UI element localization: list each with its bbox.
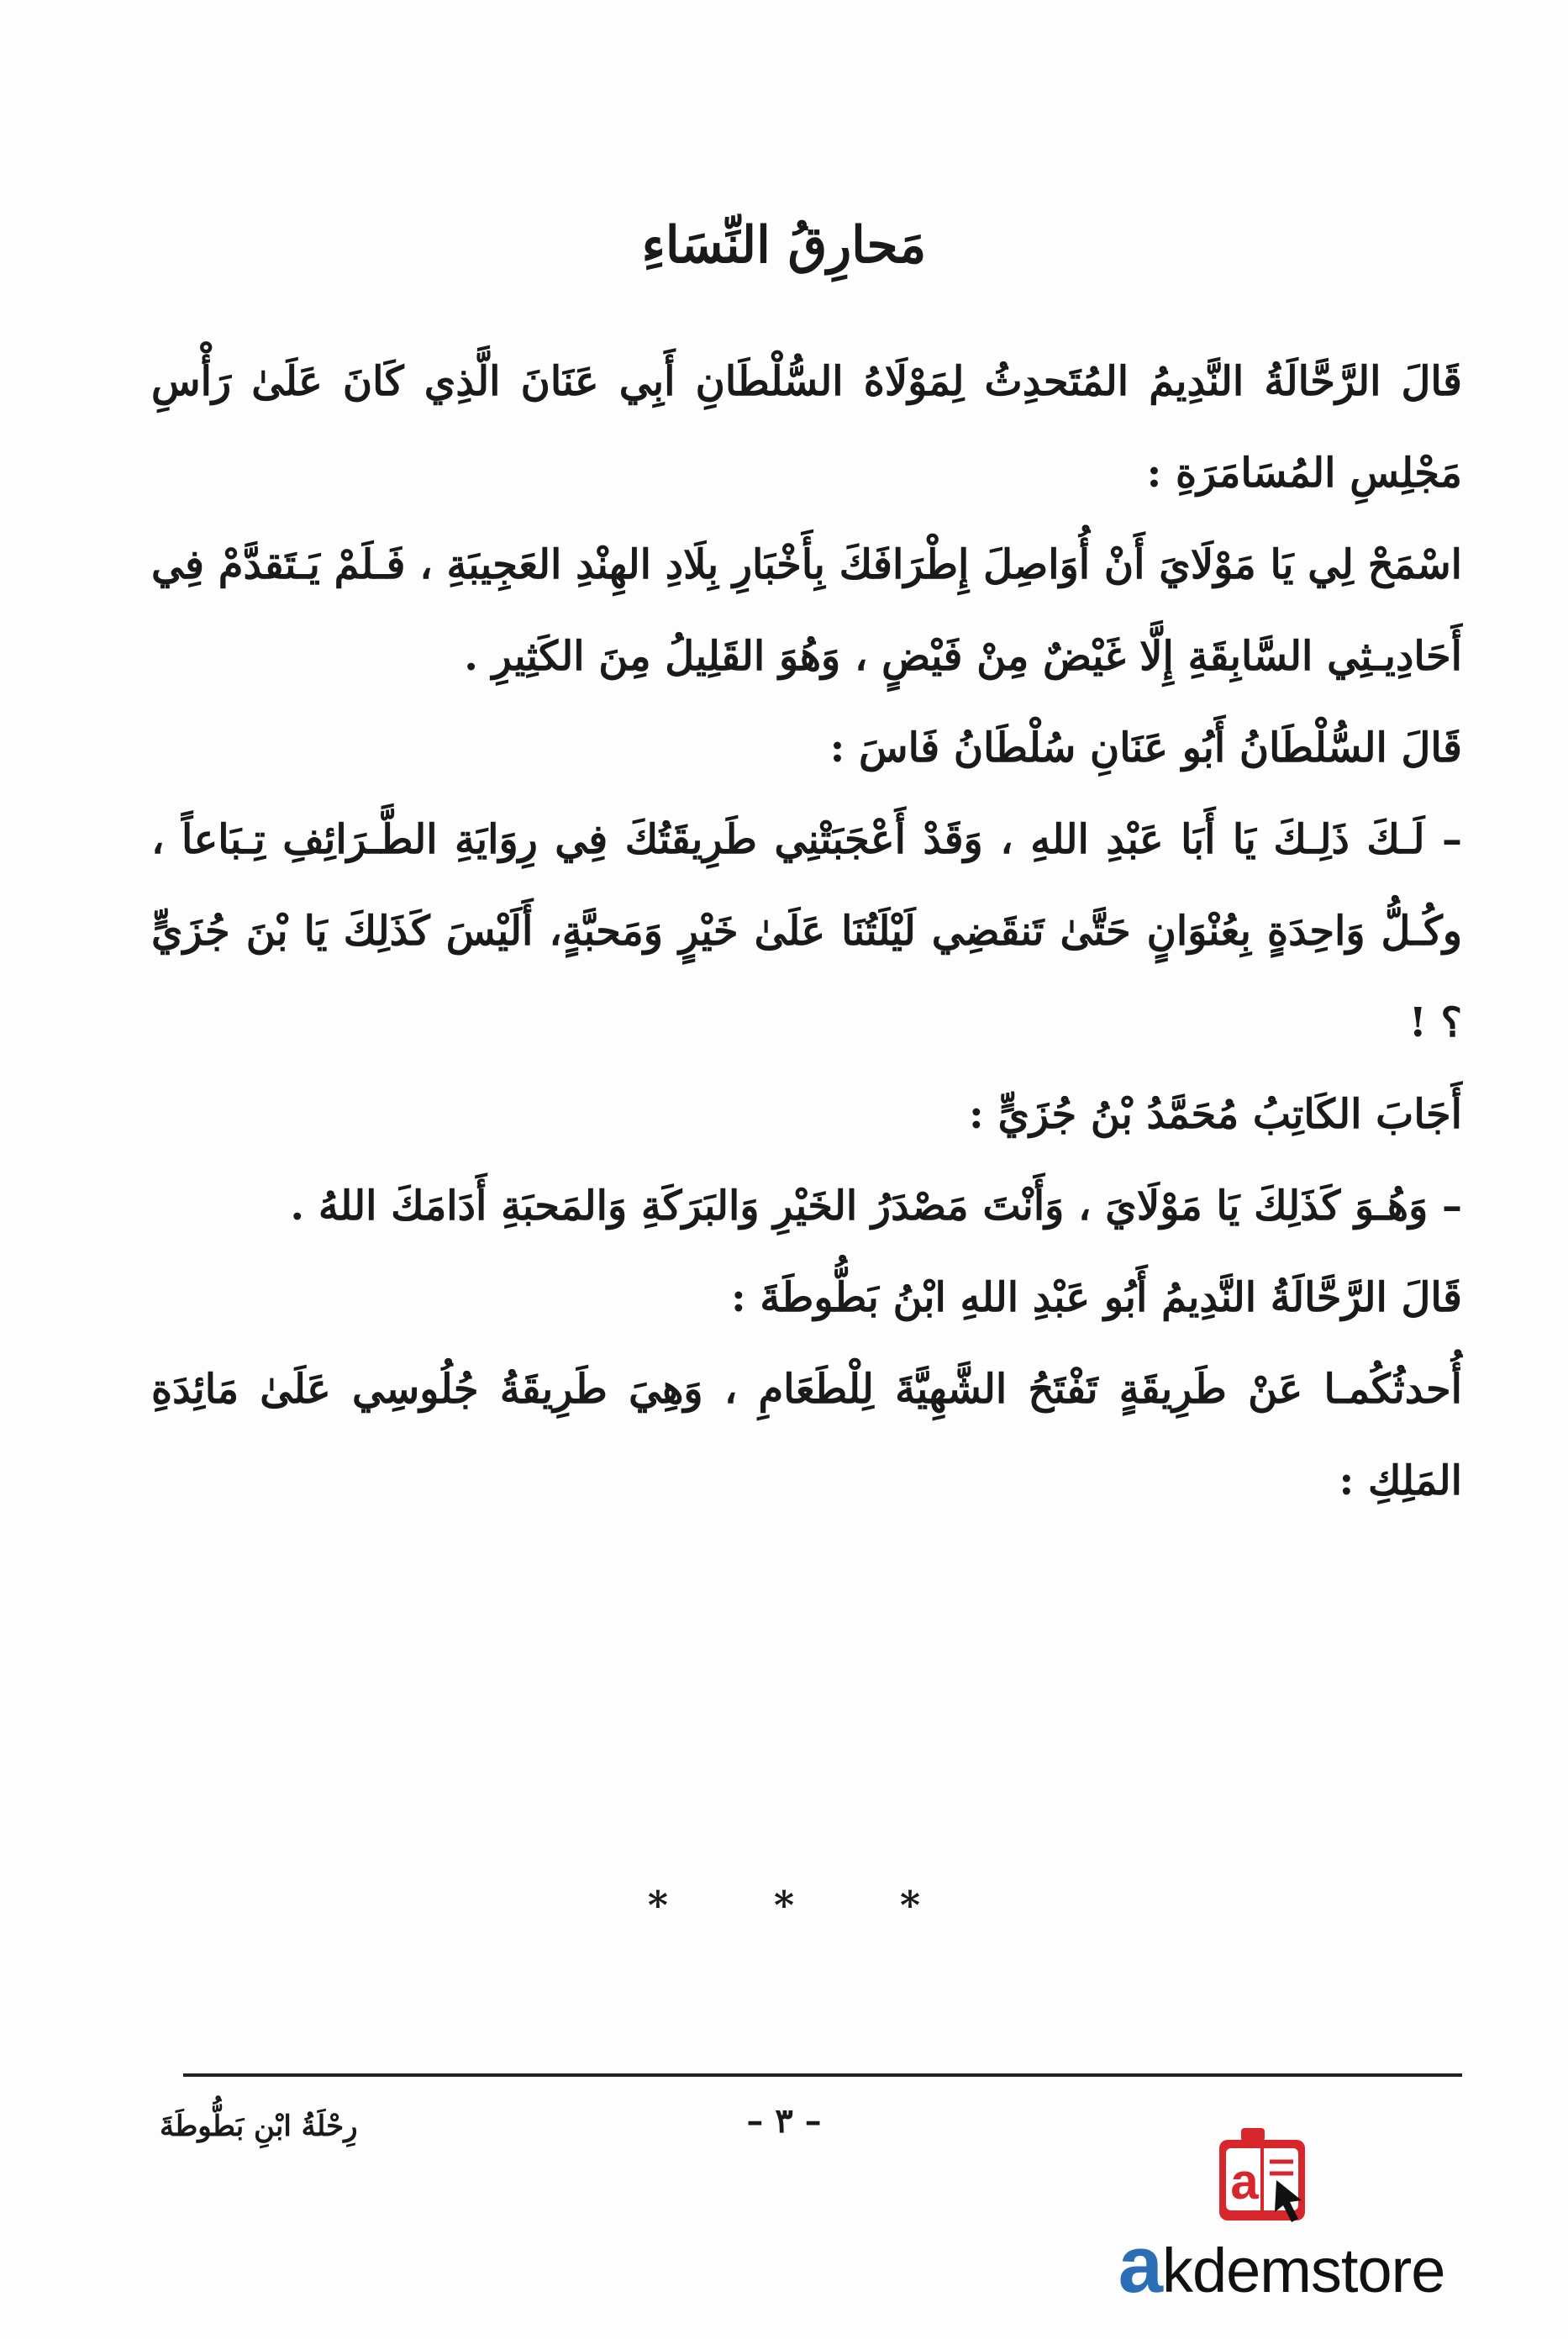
- store-wordmark: akdemstore: [1118, 2220, 1445, 2310]
- paragraph: – لَـكَ ذَلِـكَ يَا أَبَا عَبْدِ اللهِ ، وَقَدْ أَعْجَبَتْنِي طَرِيقَتُكَ فِي رِوَايَةِ الطَّـرَائِفِ تِـبَاعاً ، وكُـلُّ وَاحِدَةٍ بِعُنْوَانٍ حَتَّىٰ تَنقَضِي لَيْلَتُنَا عَلَىٰ خَيْرٍ وَمَحبَّةٍ، أَلَيْسَ كَذَلِكَ يَا بْنَ جُزَيٍّ ؟ !: [151, 816, 1462, 1046]
- store-watermark: [1084, 2126, 1479, 2320]
- paragraph: أَجَابَ الكَاتِبُ مُحَمَّدُ بْنُ جُزَيٍّ :: [969, 1091, 1462, 1138]
- svg-text:a: a: [1230, 2153, 1259, 2210]
- footer-divider: [183, 2073, 1462, 2077]
- chapter-title: مَحارِقُ النِّسَاءِ: [641, 216, 927, 276]
- paragraph: قَالَ الرَّحَّالَةُ النَّدِيمُ المُتَحدِثُ لِمَوْلَاهُ السُّلْطَانِ أَبِي عَنَانَ الَّذِي كَانَ عَلَىٰ رَأْسِ مَجْلِسِ المُسَامَرَةِ :: [151, 358, 1462, 497]
- running-footer-book-title: رِحْلَةُ ابْنِ بَطُّوطَةَ: [160, 2110, 358, 2143]
- paragraph: اسْمَحْ لِي يَا مَوْلَايَ أَنْ أُوَاصِلَ إِطْرَافَكَ بِأَخْبَارِ بِلَادِ الهِنْدِ العَجِيبَةِ ، فَـلَمْ يَـتَقدَّمْ فِي أَحَادِيـثِي السَّابِقَةِ إِلَّا غَيْضٌ مِنْ فَيْضٍ ، وَهُوَ القَلِيلُ مِنَ الكَثِيرِ .: [151, 541, 1462, 680]
- page-number: – ٣ –: [746, 2101, 822, 2141]
- paragraph: أُحدثُكُمـا عَنْ طَرِيقَةٍ تَفْتَحُ الشَّهِيَّةَ لِلْطَعَامِ ، وَهِيَ طَرِيقَةُ جُلُوسِي عَلَىٰ مَائِدَةِ المَلِكِ :: [151, 1366, 1462, 1504]
- book-a-cursor-icon: [1208, 2126, 1317, 2227]
- paragraph: – وَهُـوَ كَذَلِكَ يَا مَوْلَايَ ، وَأَنْتَ مَصْدَرُ الخَيْرِ وَالبَرَكَةِ وَالمَحبَةِ أَدَامَكَ اللهُ .: [290, 1183, 1462, 1230]
- section-separator: * * *: [647, 1883, 921, 1928]
- body-text: [151, 336, 1462, 1527]
- paragraph: قَالَ الرَّحَّالَةُ النَّدِيمُ أَبُو عَبْدِ اللهِ ابْنُ بَطُّوطَةَ :: [731, 1274, 1462, 1321]
- paragraph: قَالَ السُّلْطَانُ أَبُو عَنَانِ سُلْطَانُ فَاسَ :: [829, 724, 1462, 772]
